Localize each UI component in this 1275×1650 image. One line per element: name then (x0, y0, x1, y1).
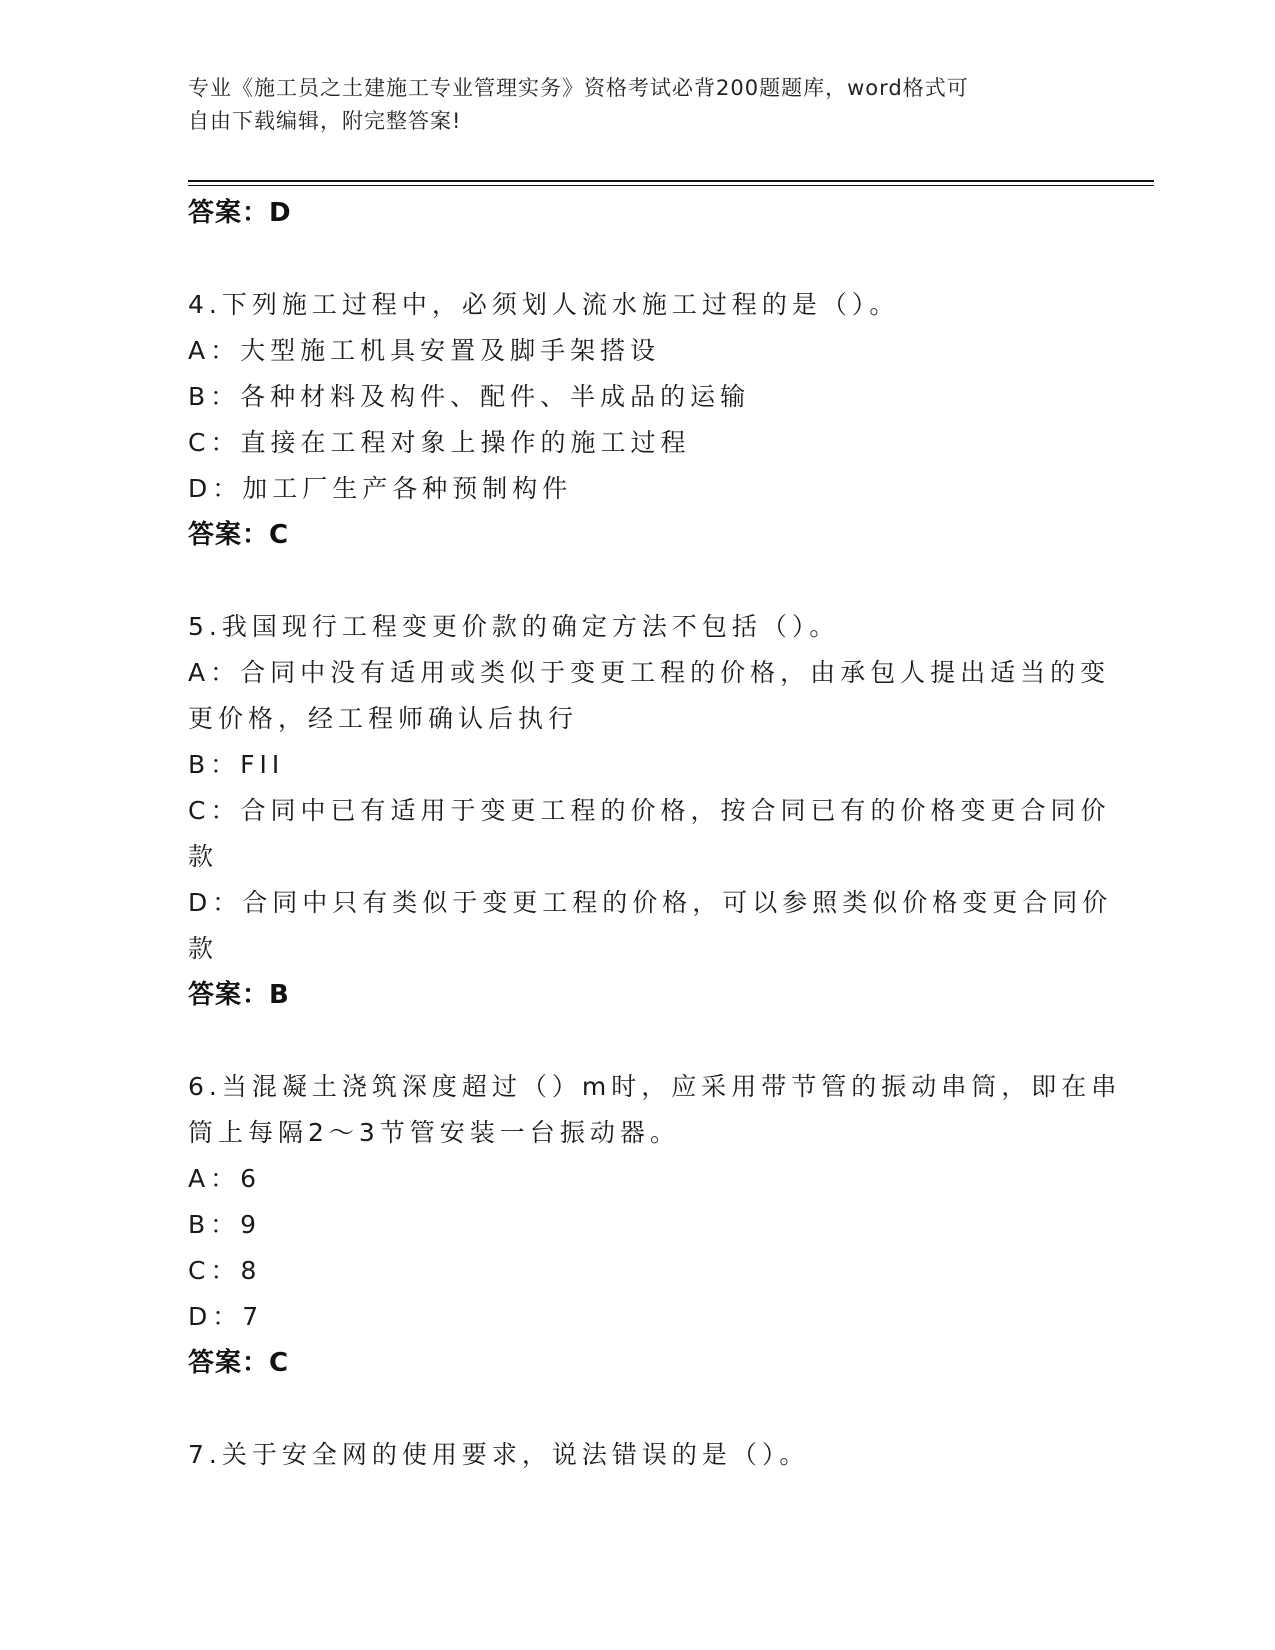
answer-option: C：直接在工程对象上操作的施工过程 (188, 428, 691, 457)
answer-option: D：合同中只有类似于变更工程的价格，可以参照类似价格变更合同价 (188, 888, 1113, 917)
spacer (188, 1018, 1088, 1064)
answer-option: D：7 (188, 1302, 264, 1331)
question-block (188, 282, 1088, 558)
document-header (188, 72, 1078, 138)
answer-option: A：大型施工机具安置及脚手架搭设 (188, 336, 661, 365)
question-stem: 6.当混凝土浇筑深度超过（）m时，应采用带节管的振动串筒，即在串 (188, 1072, 1122, 1101)
spacer (188, 1386, 1088, 1432)
answer-option: B：FII (188, 750, 285, 779)
spacer (188, 236, 1088, 282)
document-body (188, 190, 1122, 1478)
answer-option: 更价格，经工程师确认后执行 (188, 704, 579, 733)
previous-answer: 答案：D (188, 198, 292, 228)
answer-option: B：9 (188, 1210, 262, 1239)
answer-option: B：各种材料及构件、配件、半成品的运输 (188, 382, 751, 411)
question-list (188, 282, 1122, 1478)
answer-option: C：合同中已有适用于变更工程的价格，按合同已有的价格变更合同价 (188, 796, 1111, 825)
header-divider-thick (188, 180, 1154, 182)
question-block (188, 1064, 1122, 1386)
question-stem: 7.关于安全网的使用要求，说法错误的是（）。 (188, 1440, 810, 1469)
answer-key: 答案：C (188, 520, 290, 550)
answer-option: 款 (188, 934, 219, 963)
question-block (188, 604, 1113, 1018)
answer-option: C：8 (188, 1256, 262, 1285)
answer-option: A：6 (188, 1164, 262, 1193)
answer-option: D：加工厂生产各种预制构件 (188, 474, 573, 503)
spacer (188, 558, 1088, 604)
question-block (188, 1432, 1088, 1478)
answer-option: A：合同中没有适用或类似于变更工程的价格，由承包人提出适当的变 (188, 658, 1111, 687)
header-line-1: 专业《施工员之土建施工专业管理实务》资格考试必背200题题库，word格式可 (188, 76, 969, 100)
question-stem: 筒上每隔2～3节管安装一台振动器。 (188, 1118, 680, 1147)
answer-key: 答案：C (188, 1348, 290, 1378)
question-stem: 5.我国现行工程变更价款的确定方法不包括（）。 (188, 612, 840, 641)
question-stem: 4.下列施工过程中，必须划人流水施工过程的是（）。 (188, 290, 900, 319)
answer-key: 答案：B (188, 980, 290, 1010)
answer-option: 款 (188, 842, 219, 871)
header-line-2: 自由下载编辑，附完整答案! (188, 109, 462, 133)
header-divider-thin (188, 185, 1154, 186)
